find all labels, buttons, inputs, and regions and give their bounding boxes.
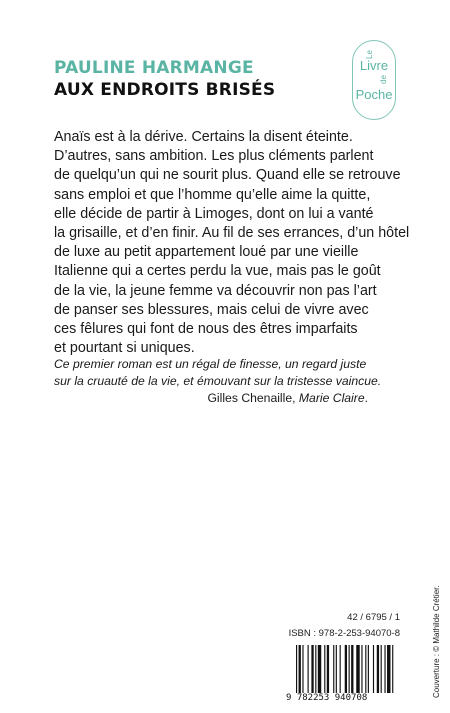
barcode-bar: [311, 645, 313, 693]
barcode-bar: [340, 645, 341, 693]
logo-poche: Poche: [355, 87, 393, 102]
isbn-number: ISBN : 978-2-253-94070-8: [288, 628, 400, 639]
catalog-code: 42 / 6795 / 1: [347, 612, 400, 623]
barcode-bar: [361, 645, 362, 693]
barcode-bar: [308, 645, 309, 693]
barcode-bar: [345, 645, 347, 693]
barcode-bar: [373, 645, 374, 693]
blurb-line: sans emploi et que l’homme qu’elle aime la quitte,: [54, 186, 371, 203]
barcode-bar: [377, 645, 379, 693]
barcode-bar: [324, 645, 325, 693]
barcode-bar: [315, 645, 316, 693]
blurb-line: et pourtant si uniques.: [54, 340, 195, 357]
logo-livre: Livre: [359, 58, 389, 73]
review-quote: [54, 356, 382, 390]
livre-de-poche-logo: [352, 40, 396, 120]
barcode-bar: [387, 645, 390, 693]
outlet-suffix: .: [364, 391, 368, 405]
review-attribution: [207, 390, 368, 407]
barcode-bar: [336, 645, 337, 693]
barcode-bar: [356, 645, 359, 693]
book-title: AUX ENDROITS BRISÉS: [54, 80, 276, 100]
author-name: PAULINE HARMANGE: [54, 58, 254, 78]
logo-le: Le: [364, 50, 374, 59]
blurb-line: la grisaille, et d’en finir. Au fil de ses errances, d’un hôtel: [54, 225, 410, 242]
blurb-line: ces fêlures qui font de nous des êtres imparfaits: [54, 321, 358, 338]
barcode-bar: [349, 645, 350, 693]
barcode-bar: [368, 645, 369, 693]
blurb-line: de la vie, la jeune femme va découvrir non pas l’art: [54, 282, 377, 299]
blurb-line: D’autres, sans ambition. Les plus cléments parlent: [54, 148, 374, 165]
quote-line: Ce premier roman est un régal de finesse, un regard juste: [54, 357, 367, 371]
barcode-bars: [296, 645, 396, 693]
blurb-line: de quelqu’un qui ne sourit plus. Quand elle se retrouve: [54, 167, 401, 184]
blurb-line: de luxe au petit appartement loué par une vieille: [54, 244, 359, 261]
critic-name: Gilles Chenaille,: [207, 391, 299, 405]
barcode-bar: [384, 645, 385, 693]
barcode-bar: [299, 645, 301, 693]
barcode-bar: [318, 645, 321, 693]
barcode-digits: 9 782253 940708: [286, 693, 368, 703]
cover-credit: Couverture : © Mathilde Crétier.: [432, 585, 441, 698]
barcode-bar: [351, 645, 353, 693]
barcode-bar: [365, 645, 366, 693]
barcode-bar: [327, 645, 329, 693]
barcode-bar: [333, 645, 334, 693]
blurb-line: Italienne qui a certes perdu la vue, mais pas le goût: [54, 263, 381, 280]
blurb-text: [54, 128, 410, 358]
outlet-name: Marie Claire: [298, 391, 365, 405]
barcode: [286, 645, 402, 705]
blurb-line: elle décide de partir à Limoges, dont on lui a vanté: [54, 205, 374, 222]
barcode-bar: [296, 645, 297, 693]
quote-line: sur la cruauté de la vie, et émouvant sur la tristesse vaincue.: [54, 374, 382, 388]
blurb-line: de panser ses blessures, mais celui de vivre avec: [54, 301, 369, 318]
barcode-bar: [392, 645, 393, 693]
logo-de: de: [378, 75, 388, 84]
blurb-line: Anaïs est à la dérive. Certains la disent éteinte.: [54, 129, 353, 145]
barcode-bar: [302, 645, 303, 693]
barcode-bar: [381, 645, 382, 693]
